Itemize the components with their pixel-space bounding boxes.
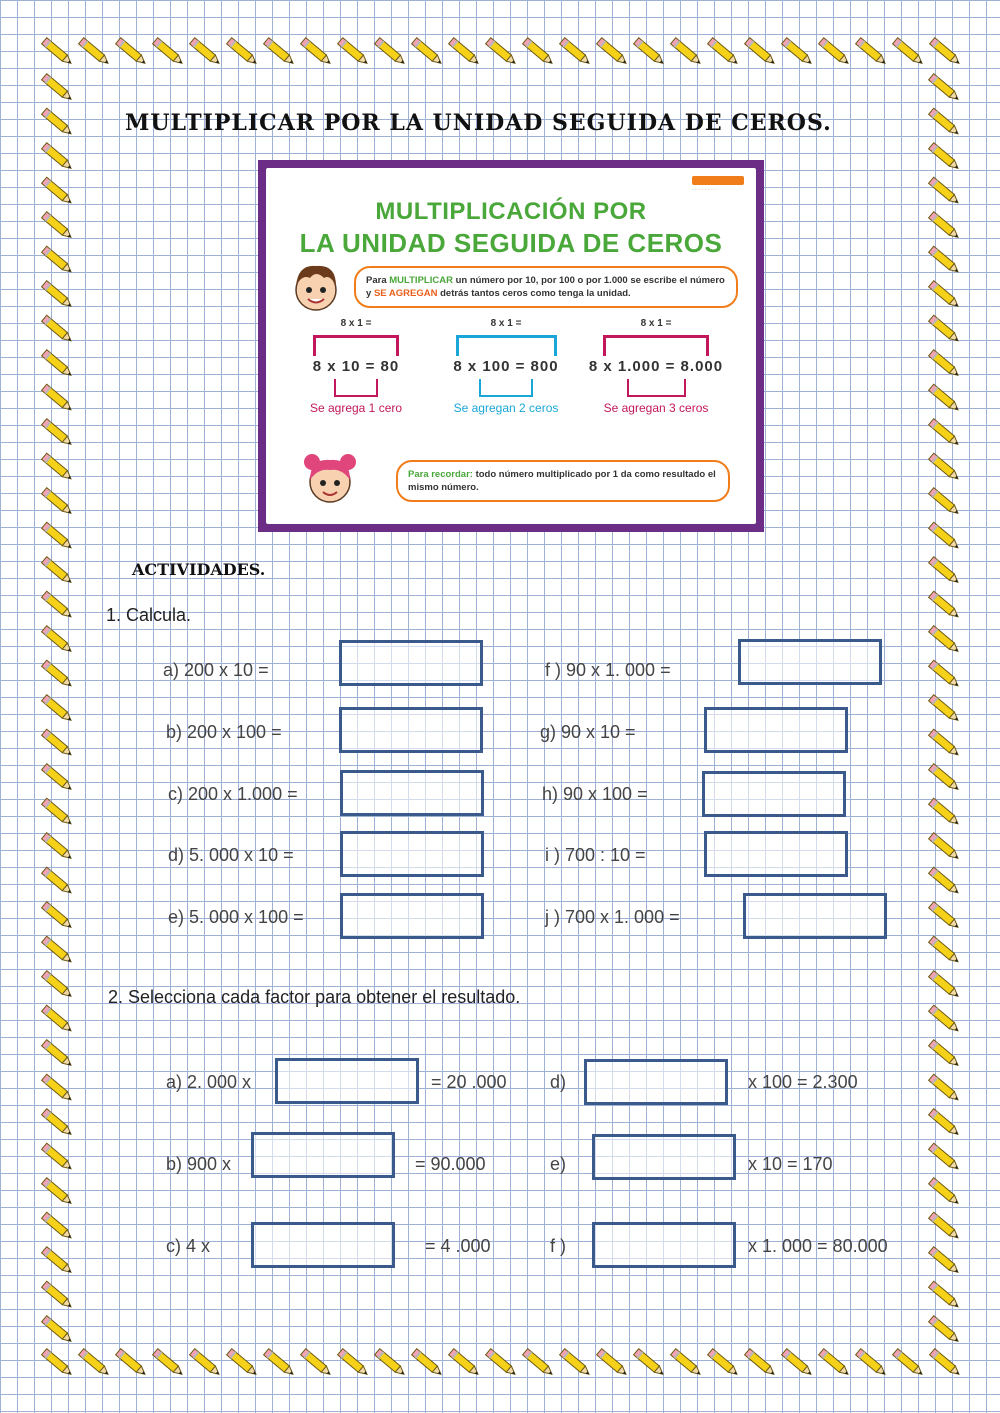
pencil-icon: [929, 1316, 961, 1345]
pencil-icon: [42, 177, 74, 206]
pencil-icon: [42, 74, 74, 103]
pencil-icon: [486, 1349, 518, 1378]
q1-c-answer-box[interactable]: [340, 770, 484, 816]
q1-i-answer-box[interactable]: [704, 831, 848, 877]
pencil-icon: [227, 38, 259, 67]
pencil-icon: [929, 557, 961, 586]
q1-g-label: g) 90 x 10 =: [540, 722, 636, 742]
pencil-icon: [597, 38, 629, 67]
pencil-icon: [930, 1349, 962, 1378]
pencil-icon: [929, 384, 961, 413]
rule-bubble: Para MULTIPLICAR un número por 10, por 100 o por 1.000 se escribe el número y SE AGREGAN detrás tantos ceros como tenga la unidad.: [354, 266, 738, 308]
pencil-icon: [560, 1349, 592, 1378]
pencil-icon: [929, 453, 961, 482]
q1-prompt: 1. Calcula.: [106, 605, 192, 625]
pencil-icon: [634, 38, 666, 67]
q2-c-post: = 4 .000: [425, 1236, 491, 1256]
pencil-icon: [929, 867, 961, 896]
pencil-icon: [375, 38, 407, 67]
pencil-icon: [42, 419, 74, 448]
pencil-icon: [42, 867, 74, 896]
q2-f-post: x 1. 000 = 80.000: [748, 1236, 888, 1256]
q1-e-answer-box[interactable]: [340, 893, 484, 939]
publisher-logo: · · · · · · · ·: [692, 176, 744, 198]
pencil-icon: [79, 1349, 111, 1378]
pencil-icon: [42, 557, 74, 586]
pencil-icon: [116, 1349, 148, 1378]
pencil-icon: [929, 108, 961, 137]
pencil-icon: [523, 1349, 555, 1378]
pencil-icon: [42, 108, 74, 137]
pencil-icon: [929, 798, 961, 827]
pencil-icon: [929, 591, 961, 620]
q2-e-factor-box[interactable]: [592, 1134, 736, 1180]
pencil-icon: [929, 1212, 961, 1241]
pencil-icon: [929, 419, 961, 448]
poster-title-line1: MULTIPLICACIÓN POR: [375, 198, 647, 225]
pencil-icon: [486, 38, 518, 67]
pencil-icon: [338, 38, 370, 67]
q2-a-pre: a) 2. 000 x: [166, 1072, 252, 1092]
pencil-icon: [264, 38, 296, 67]
pencil-icon: [856, 38, 888, 67]
pencil-icon: [893, 38, 925, 67]
pencil-icon: [929, 936, 961, 965]
pencil-icon: [42, 1040, 74, 1069]
pencil-icon: [819, 38, 851, 67]
pencil-icon: [375, 1349, 407, 1378]
pencil-icon: [929, 212, 961, 241]
pencil-icon: [708, 1349, 740, 1378]
pencil-icon: [671, 38, 703, 67]
pencil-icon: [42, 315, 74, 344]
pencil-icon: [929, 522, 961, 551]
pencil-icon: [79, 38, 111, 67]
boy-face-icon: [286, 256, 346, 316]
poster-title-line2: LA UNIDAD SEGUIDA DE CEROS: [299, 228, 723, 258]
pencil-icon: [42, 246, 74, 275]
pencil-icon: [929, 1040, 961, 1069]
pencil-icon: [42, 1281, 74, 1310]
pencil-icon: [301, 38, 333, 67]
pencil-icon: [929, 902, 961, 931]
pencil-icon: [929, 74, 961, 103]
pencil-icon: [449, 38, 481, 67]
pencil-icon: [42, 1143, 74, 1172]
q1-d-answer-box[interactable]: [340, 831, 484, 877]
q2-b-pre: b) 900 x: [166, 1154, 232, 1174]
q2-f-factor-box[interactable]: [592, 1222, 736, 1268]
pencil-icon: [42, 833, 74, 862]
q1-c-label: c) 200 x 1.000 =: [168, 784, 298, 804]
pencil-icon: [190, 38, 222, 67]
pencil-icon: [42, 212, 74, 241]
q2-e-pre: e): [550, 1154, 567, 1174]
pencil-icon: [42, 384, 74, 413]
q1-j-answer-box[interactable]: [743, 893, 887, 939]
pencil-icon: [42, 902, 74, 931]
pencil-icon: [42, 971, 74, 1000]
q1-j-label: j ) 700 x 1. 000 =: [545, 907, 680, 927]
pencil-icon: [671, 1349, 703, 1378]
pencil-icon: [116, 38, 148, 67]
pencil-icon: [929, 1109, 961, 1138]
pencil-icon: [745, 1349, 777, 1378]
pencil-icon: [301, 1349, 333, 1378]
q2-c-pre: c) 4 x: [166, 1236, 211, 1256]
pencil-icon: [893, 1349, 925, 1378]
q1-i-label: i ) 700 : 10 =: [545, 845, 646, 865]
pencil-icon: [560, 38, 592, 67]
q2-a-post: = 20 .000: [431, 1072, 507, 1092]
pencil-icon: [42, 626, 74, 655]
pencil-icon: [929, 626, 961, 655]
pencil-icon: [745, 38, 777, 67]
q1-h-answer-box[interactable]: [702, 771, 846, 817]
pencil-icon: [42, 1178, 74, 1207]
q1-g-answer-box[interactable]: [704, 707, 848, 753]
pencil-icon: [42, 1316, 74, 1345]
pencil-icon: [42, 936, 74, 965]
q2-a-factor-box[interactable]: [275, 1058, 419, 1104]
q2-c-factor-box[interactable]: [251, 1222, 395, 1268]
pencil-icon: [929, 1143, 961, 1172]
pencil-icon: [782, 38, 814, 67]
pencil-icon: [42, 729, 74, 758]
pencil-icon: [929, 1074, 961, 1103]
pencil-icon: [929, 660, 961, 689]
q2-f-pre: f ): [550, 1236, 566, 1256]
example-1: 8 x 1 = 8 x 10 = 80 Se agrega 1 cero: [309, 318, 403, 415]
pencil-icon: [42, 1349, 74, 1378]
pencil-icon: [929, 246, 961, 275]
girl-face-icon: [300, 448, 360, 508]
pencil-icon: [930, 38, 962, 67]
q1-b-label: b) 200 x 100 =: [166, 722, 282, 742]
pencil-icon: [42, 1109, 74, 1138]
q1-h-label: h) 90 x 100 =: [542, 784, 648, 804]
pencil-icon: [929, 315, 961, 344]
pencil-icon: [856, 1349, 888, 1378]
pencil-icon: [264, 1349, 296, 1378]
pencil-icon: [412, 38, 444, 67]
pencil-icon: [929, 1281, 961, 1310]
pencil-icon: [42, 591, 74, 620]
pencil-icon: [929, 1247, 961, 1276]
pencil-icon: [153, 38, 185, 67]
pencil-icon: [929, 281, 961, 310]
q1-a-label: a) 200 x 10 =: [163, 660, 269, 680]
pencil-icon: [42, 1247, 74, 1276]
q1-b-answer-box[interactable]: [339, 707, 483, 753]
q2-d-pre: d): [550, 1072, 567, 1092]
pencil-icon: [929, 177, 961, 206]
pencil-icon: [597, 1349, 629, 1378]
q1-e-label: e) 5. 000 x 100 =: [168, 907, 304, 927]
pencil-icon: [42, 488, 74, 517]
pencil-icon: [42, 453, 74, 482]
pencil-icon: [190, 1349, 222, 1378]
pencil-icon: [42, 1212, 74, 1241]
pencil-icon: [153, 1349, 185, 1378]
pencil-icon: [782, 1349, 814, 1378]
q1-f-label: f ) 90 x 1. 000 =: [545, 660, 671, 680]
pencil-icon: [819, 1349, 851, 1378]
pencil-icon: [42, 695, 74, 724]
pencil-icon: [42, 281, 74, 310]
pencil-icon: [929, 764, 961, 793]
pencil-icon: [42, 764, 74, 793]
pencil-icon: [42, 143, 74, 172]
pencil-icon: [929, 729, 961, 758]
example-3: 8 x 1 = 8 x 1.000 = 8.000 Se agregan 3 ceros: [588, 318, 724, 415]
pencil-icon: [42, 798, 74, 827]
q2-prompt: 2. Selecciona cada factor para obtener el resultado.: [108, 987, 521, 1007]
example-2: 8 x 1 = 8 x 100 = 800 Se agregan 2 ceros: [453, 318, 559, 415]
pencil-icon: [523, 38, 555, 67]
lesson-poster: [258, 160, 764, 532]
activities-heading: ACTIVIDADES.: [132, 560, 266, 579]
pencil-icon: [929, 143, 961, 172]
pencil-icon: [42, 1074, 74, 1103]
reminder-bubble: Para recordar: todo número multiplicado por 1 da como resultado el mismo número.: [396, 460, 730, 502]
q1-f-answer-box[interactable]: [738, 639, 882, 685]
q2-e-post: x 10 = 170: [748, 1154, 833, 1174]
pencil-icon: [929, 350, 961, 379]
pencil-icon: [42, 522, 74, 551]
pencil-icon: [449, 1349, 481, 1378]
page-title: MULTIPLICAR POR LA UNIDAD SEGUIDA DE CEROS.: [125, 110, 832, 136]
pencil-icon: [42, 38, 74, 67]
pencil-icon: [338, 1349, 370, 1378]
pencil-icon: [708, 38, 740, 67]
q2-b-factor-box[interactable]: [251, 1132, 395, 1178]
q2-d-factor-box[interactable]: [584, 1059, 728, 1105]
q2-d-post: x 100 = 2.300: [748, 1072, 858, 1092]
pencil-icon: [929, 971, 961, 1000]
pencil-icon: [227, 1349, 259, 1378]
q1-d-label: d) 5. 000 x 10 =: [168, 845, 294, 865]
q2-b-post: = 90.000: [415, 1154, 486, 1174]
pencil-icon: [929, 1178, 961, 1207]
pencil-icon: [42, 1005, 74, 1034]
pencil-icon: [634, 1349, 666, 1378]
pencil-icon: [42, 350, 74, 379]
pencil-icon: [412, 1349, 444, 1378]
pencil-icon: [929, 488, 961, 517]
pencil-icon: [929, 833, 961, 862]
pencil-icon: [929, 695, 961, 724]
pencil-icon: [42, 660, 74, 689]
pencil-icon: [929, 1005, 961, 1034]
q1-a-answer-box[interactable]: [339, 640, 483, 686]
